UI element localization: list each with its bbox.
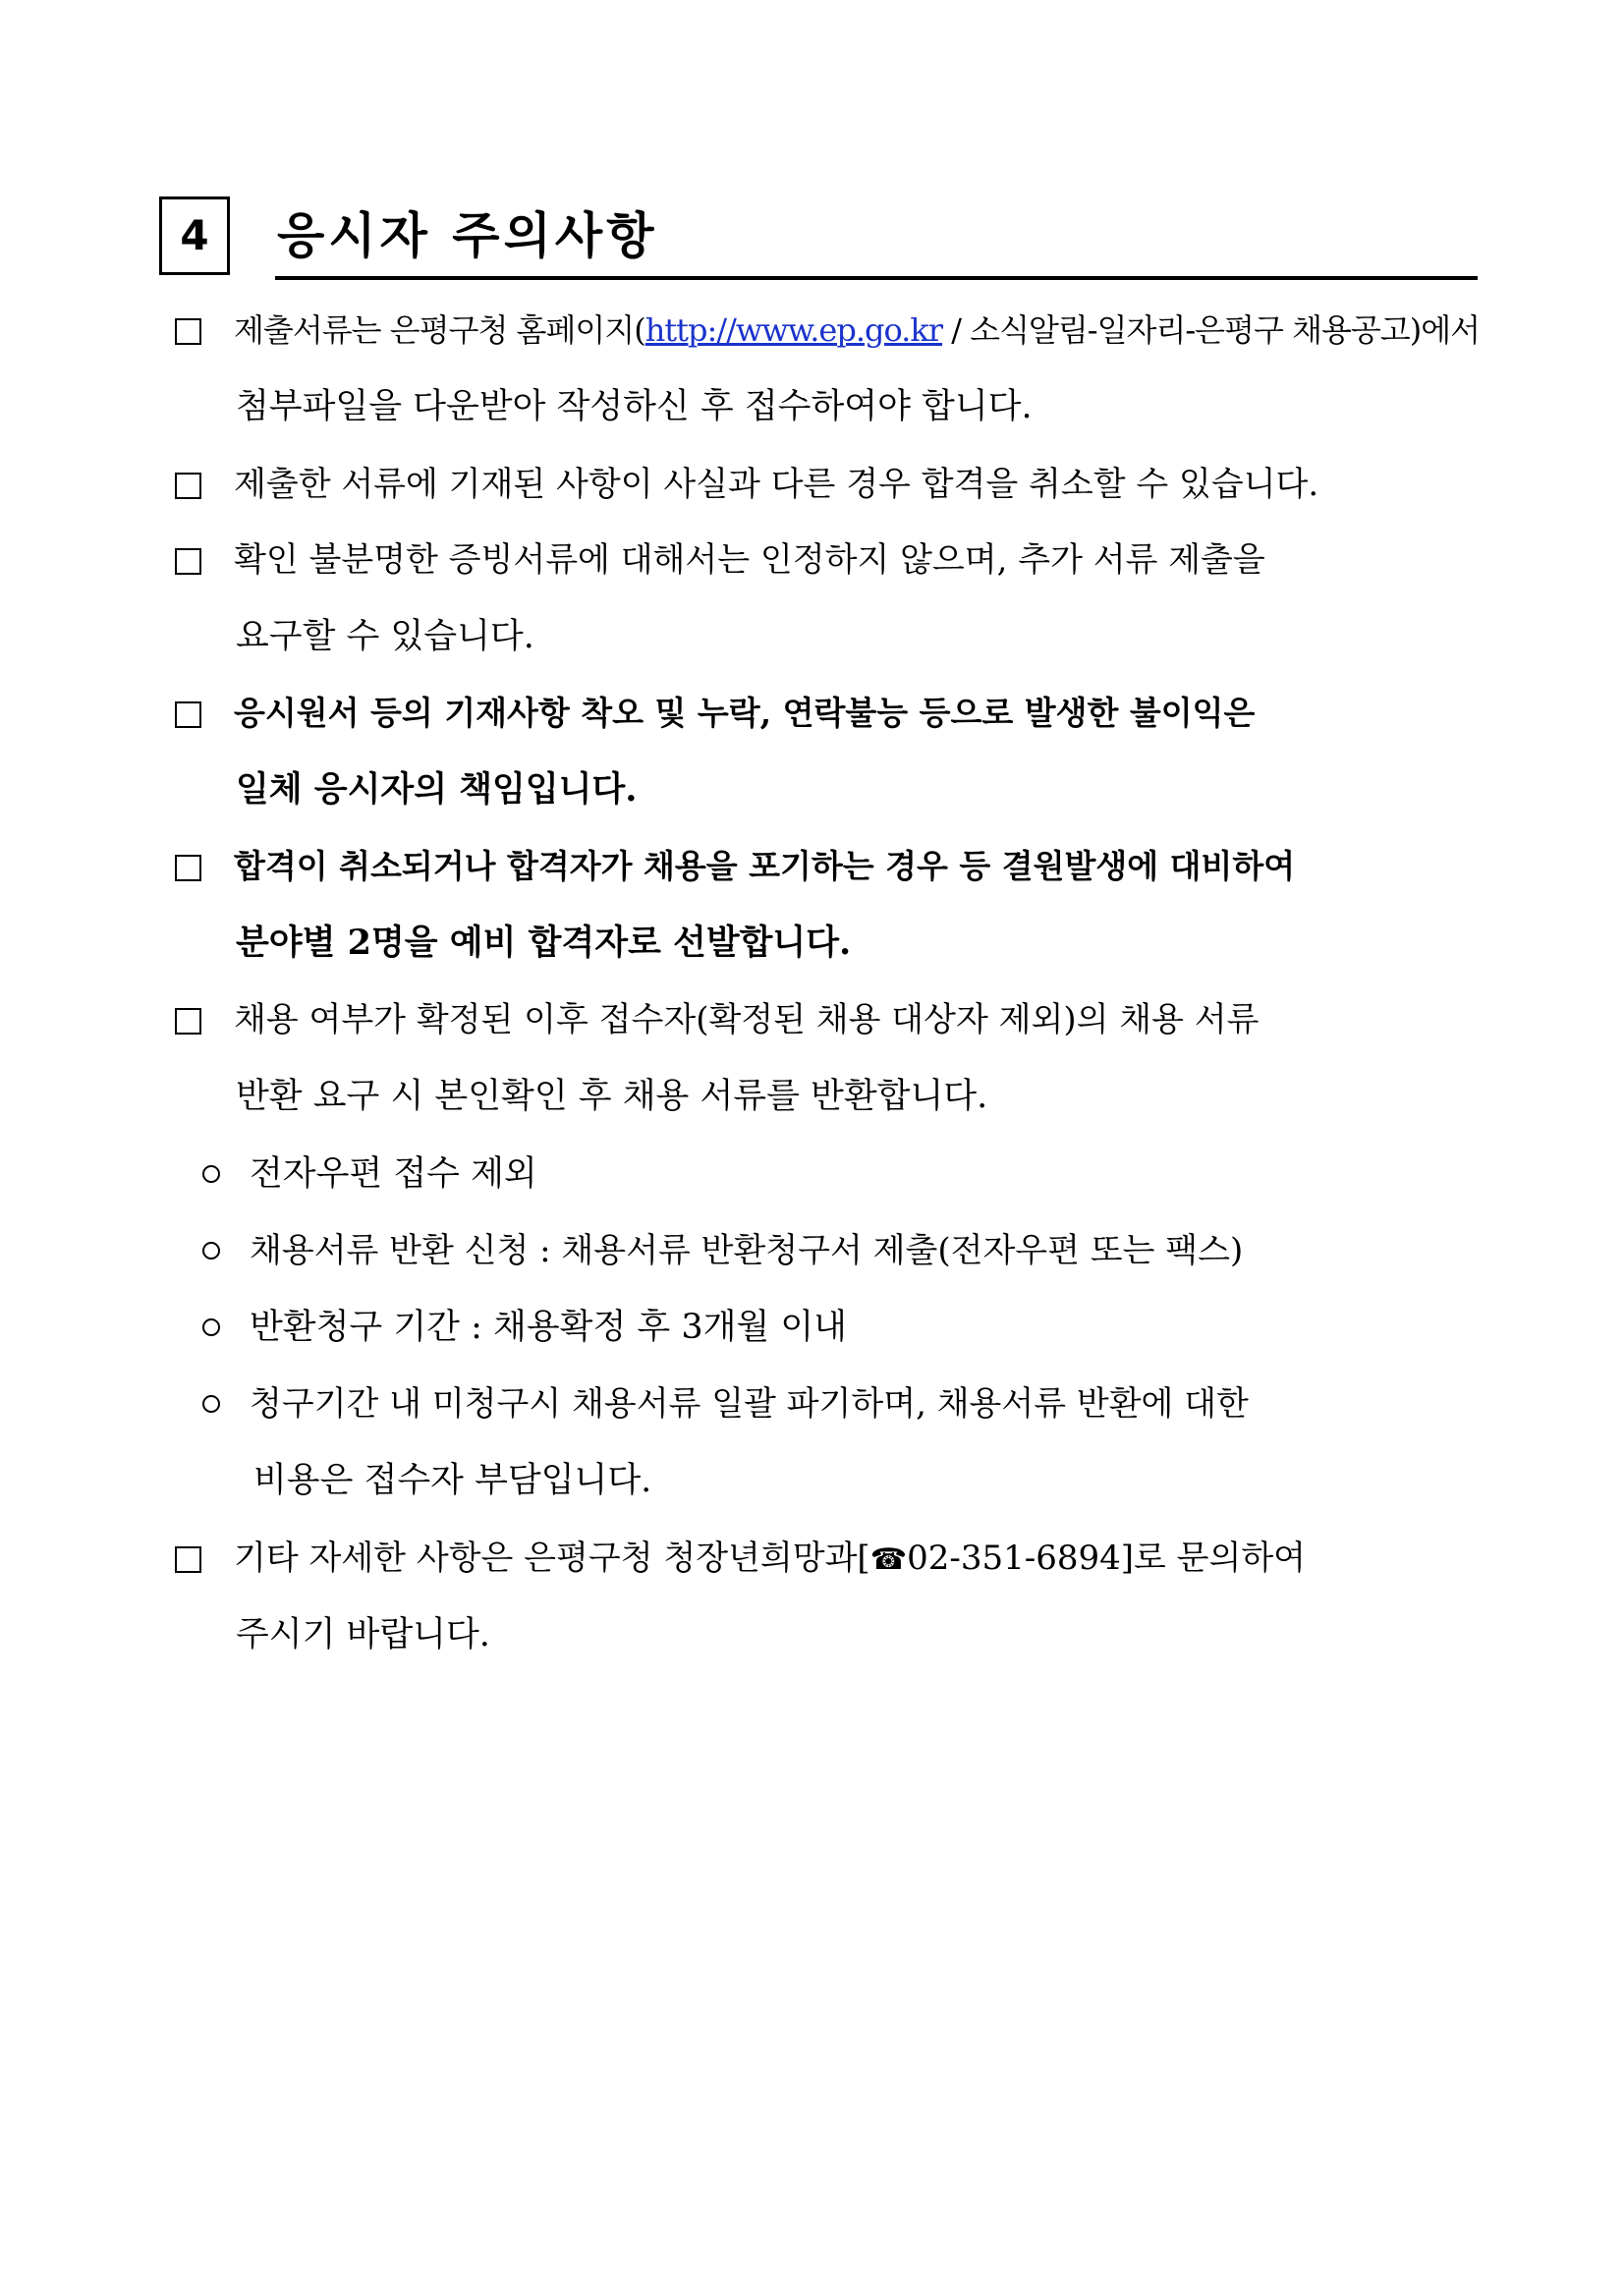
item-text-continued: 일체 응시자의 책임입니다. (236, 769, 638, 810)
section-number: 4 (159, 196, 230, 275)
list-item: 합격이 취소되거나 합격자가 채용을 포기하는 경우 등 결원발생에 대비하여 (234, 847, 1296, 885)
checkbox-bullet-icon (175, 701, 201, 728)
sub-list-item: 반환청구 기간 : 채용확정 후 3개월 이내 (250, 1308, 847, 1347)
checkbox-bullet-icon (175, 1008, 201, 1035)
circle-bullet-icon (202, 1242, 220, 1260)
section-title: 응시자 주의사항 (277, 207, 658, 264)
phone-number: 02-351-6894]로 문의하여 (907, 1539, 1307, 1578)
item-text-continued: 주시기 바랍니다. (236, 1615, 490, 1654)
list-item: 확인 불분명한 증빙서류에 대해서는 인정하지 않으며, 추가 서류 제출을 (234, 540, 1265, 580)
section-heading (159, 196, 1478, 281)
checkbox-bullet-icon (175, 548, 201, 575)
sub-list-item: 청구기간 내 미청구시 채용서류 일괄 파기하며, 채용서류 반환에 대한 (250, 1384, 1249, 1424)
checkbox-bullet-icon (175, 318, 201, 345)
list-item: 채용 여부가 확정된 이후 접수자(확정된 채용 대상자 제외)의 채용 서류 (234, 1000, 1260, 1039)
sub-item-text-continued: 비용은 접수자 부담입니다. (253, 1461, 652, 1500)
list-item (234, 308, 1480, 352)
sub-list-item: 전자우편 접수 제외 (250, 1154, 537, 1194)
item-text: 제출서류는 은평구청 홈페이지( (234, 311, 645, 349)
item-text: / 소식알림-일자리-은평구 채용공고)에서 (942, 311, 1481, 349)
sub-list-item: 채용서류 반환 신청 : 채용서류 반환청구서 제출(전자우편 또는 팩스) (250, 1231, 1244, 1270)
circle-bullet-icon (202, 1318, 220, 1336)
item-text-continued: 요구할 수 있습니다. (236, 617, 534, 656)
circle-bullet-icon (202, 1165, 220, 1183)
checkbox-bullet-icon (175, 473, 201, 499)
list-item (234, 1537, 1306, 1582)
phone-icon: ☎ (869, 1542, 908, 1577)
circle-bullet-icon (202, 1395, 220, 1413)
checkbox-bullet-icon (175, 855, 201, 881)
homepage-link[interactable]: http://www.ep.go.kr (644, 311, 943, 349)
checkbox-bullet-icon (175, 1546, 201, 1573)
list-item: 제출한 서류에 기재된 사항이 사실과 다른 경우 합격을 취소할 수 있습니다. (234, 465, 1319, 504)
item-text-continued: 반환 요구 시 본인확인 후 채용 서류를 반환합니다. (236, 1077, 988, 1116)
section-underline (275, 276, 1478, 280)
list-item: 응시원서 등의 기재사항 착오 및 누락, 연락불능 등으로 발생한 불이익은 (234, 694, 1256, 732)
item-text: 기타 자세한 사항은 은평구청 청장년희망과[ (234, 1539, 870, 1578)
item-text-continued: 분야별 2명을 예비 합격자로 선발합니다. (236, 923, 852, 963)
item-text-continued: 첨부파일을 다운받아 작성하신 후 접수하여야 합니다. (236, 387, 1033, 426)
